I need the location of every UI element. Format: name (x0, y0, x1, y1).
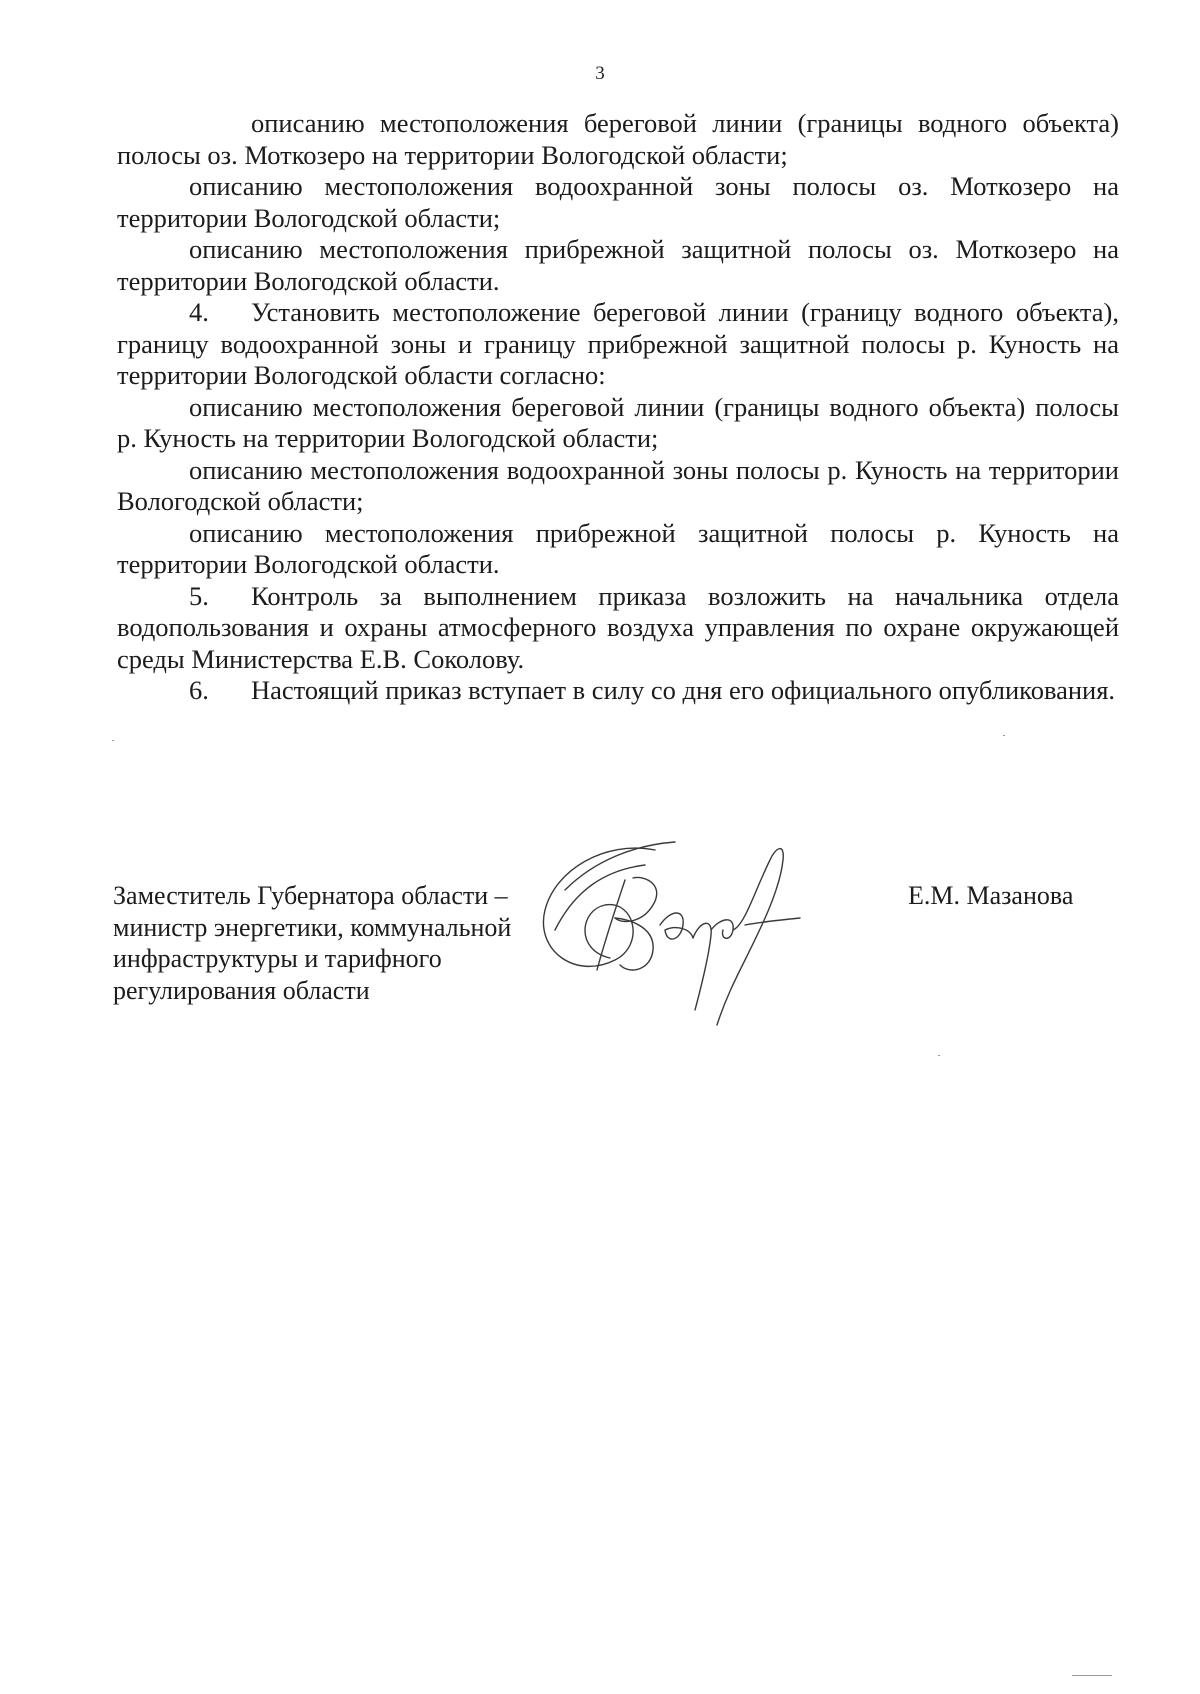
signatory-title-line: инфраструктуры и тарифного (113, 944, 442, 973)
paragraph-text: описанию местоположения прибрежной защитной полосы оз. Моткозеро на территории Вологодской области. (117, 234, 1119, 296)
scan-speck (1072, 1675, 1112, 1676)
paragraph-9 (117, 675, 1119, 707)
paragraph-text: описанию местоположения береговой линии (границы водного объекта) полосы оз. Моткозеро на территории Вологодской области; (117, 108, 1119, 170)
scan-speck (1003, 735, 1005, 736)
paragraph-text: описанию местоположения водоохранной зоны полосы р. Куность на территории Вологодской области; (117, 454, 1119, 516)
paragraph-3 (117, 234, 1119, 297)
document-body (117, 108, 1119, 707)
paragraph-6 (117, 455, 1119, 518)
paragraph-number: 4. (189, 297, 209, 327)
scan-speck (938, 1055, 940, 1056)
page-number: 3 (595, 63, 605, 84)
signatory-title-line: Заместитель Губернатора области – (113, 881, 508, 910)
signatory-title-line: регулирования области (113, 975, 370, 1005)
paragraph-5 (117, 392, 1119, 455)
paragraph-text: Настоящий приказ вступает в силу со дня его официального опубликования. (251, 675, 1116, 705)
scan-speck (112, 740, 114, 741)
paragraph-2 (117, 171, 1119, 234)
signatory-title (113, 880, 511, 1006)
signatory-title-line: министр энергетики, коммунальной (113, 912, 512, 942)
paragraph-4 (117, 297, 1119, 392)
paragraph-text: Установить местоположение береговой линии (границу водного объекта), границу водоохранной зоны и границу прибрежной защитной полосы р. Куность на территории Вологодской области согласно: (117, 297, 1119, 390)
paragraph-number: 5. (189, 580, 209, 611)
signatory-name: Е.М. Мазанова (908, 881, 1074, 910)
paragraph-1 (117, 108, 1119, 171)
paragraph-text: Контроль за выполнением приказа возложить на начальника отдела водопользования и охраны атмосферного воздуха управления по охране окружающей среды Министерства Е.В. Соколову. (117, 580, 1119, 674)
paragraph-text: описанию местоположения прибрежной защитной полосы р. Куность на территории Вологодской области. (117, 517, 1119, 579)
paragraph-8 (117, 581, 1119, 676)
paragraph-text: описанию местоположения береговой линии (границы водного объекта) полосы р. Куность на территории Вологодской области; (117, 391, 1119, 453)
paragraph-text: описанию местоположения водоохранной зоны полосы оз. Моткозеро на территории Вологодской области; (117, 171, 1119, 233)
handwritten-signature (535, 830, 865, 1030)
paragraph-number: 6. (189, 675, 209, 705)
paragraph-7 (117, 518, 1119, 581)
